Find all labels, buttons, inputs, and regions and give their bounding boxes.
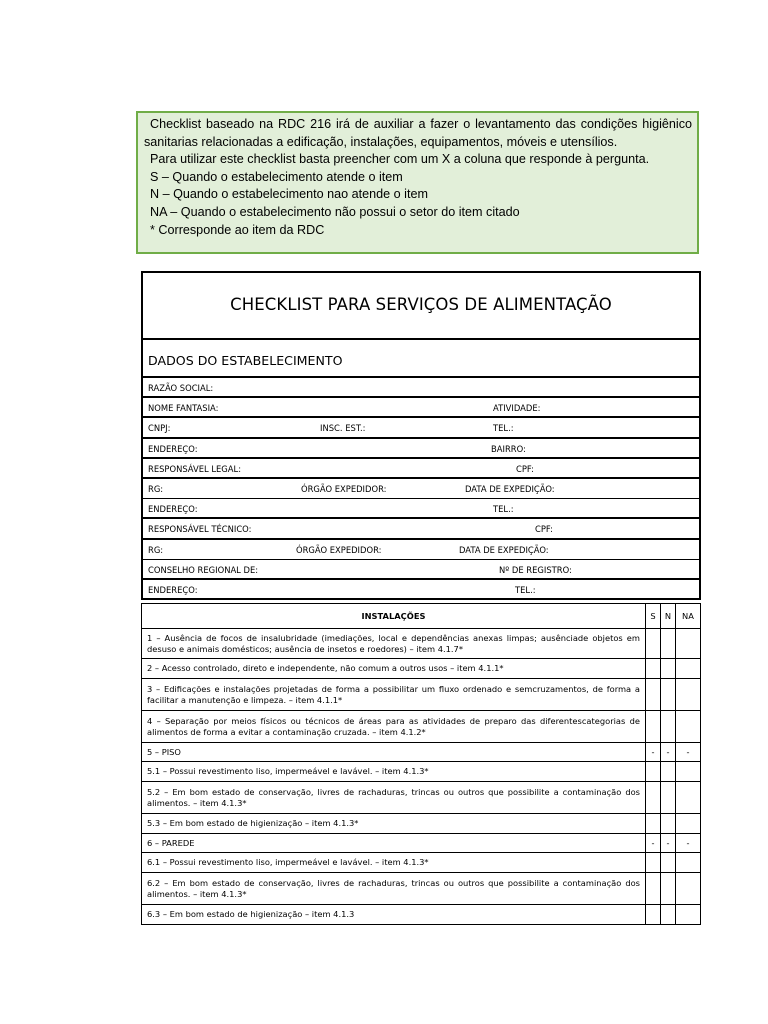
checkbox-n-cell[interactable]: - [661,743,676,762]
rg-tecnico-row[interactable] [143,540,699,560]
checkbox-n-cell[interactable] [661,905,676,925]
checklist-question: 5.3 – Em bom estado de higienização – item 4.1.3* [142,814,646,834]
checkbox-na-cell[interactable] [676,873,701,905]
responsavel-tecnico-row[interactable] [143,519,699,539]
checkbox-n-cell[interactable] [661,679,676,711]
checklist-question: 5 – PISO [142,743,646,762]
tel-label: TEL.: [493,423,514,434]
atividade-label: ATIVIDADE: [493,403,541,414]
checkbox-na-cell[interactable] [676,711,701,743]
endereco-row[interactable] [143,439,699,459]
checkbox-na-cell[interactable]: - [676,743,701,762]
razao-social-row[interactable] [143,378,699,398]
table-row [142,782,701,814]
orgao-expedidor-label: ÓRGÃO EXPEDIDOR: [301,483,387,494]
table-row [142,762,701,782]
checkbox-s-cell[interactable] [646,905,661,925]
checkbox-n-cell[interactable] [661,629,676,659]
cnpj-row[interactable] [143,418,699,438]
establishment-data-form [141,271,701,600]
razao-social-label: RAZÃO SOCIAL: [148,383,214,393]
checkbox-na-cell[interactable] [676,814,701,834]
checkbox-na-cell[interactable] [676,853,701,873]
nome-fantasia-row[interactable] [143,398,699,418]
checkbox-s-cell[interactable] [646,782,661,814]
checklist-question: 6.3 – Em bom estado de higienização – item 4.1.3 [142,905,646,925]
checkbox-s-cell[interactable] [646,853,661,873]
checkbox-s-cell[interactable] [646,629,661,659]
checkbox-n-cell[interactable] [661,762,676,782]
checklist-question: 6 – PAREDE [142,834,646,853]
checkbox-s-cell[interactable]: - [646,743,661,762]
endereco-label: ENDEREÇO: [148,504,198,515]
legend-s: S – Quando o estabelecimento atende o item [150,169,403,184]
checkbox-n-cell[interactable] [661,711,676,743]
table-row [142,905,701,925]
checkbox-s-cell[interactable] [646,659,661,679]
responsavel-tecnico-label: RESPONSÁVEL TÉCNICO: [148,524,252,535]
checkbox-n-cell[interactable] [661,853,676,873]
intro-paragraph: Checklist baseado na RDC 216 irá de auxiliar a fazer o levantamento das condições higiênico sanitarias relacionadas a edificação, instalações, equipamentos, móveis e utensílios. [144,117,692,149]
table-row [142,743,701,762]
nome-fantasia-label: NOME FANTASIA: [148,403,219,414]
endereco-label: ENDEREÇO: [148,584,198,595]
checklist-question: 6.1 – Possui revestimento liso, impermeável e lavável. – item 4.1.3* [142,853,646,873]
checklist-question: 5.2 – Em bom estado de conservação, livres de rachaduras, trincas ou outros que possibilite a contaminação dos alimentos. – item 4.1.3* [142,782,646,814]
table-header-row [142,604,701,629]
responsavel-legal-row[interactable] [143,459,699,479]
endereco-legal-row[interactable] [143,499,699,519]
checklist-question: 4 – Separação por meios físicos ou técnicos de áreas para as atividades de preparo das diferentescategorias de alimentos de forma a evitar a contaminação cruzada. – item 4.1.2* [142,711,646,743]
cpf-label: CPF: [535,524,553,535]
checklist-question: 5.1 – Possui revestimento liso, impermeável e lavável. – item 4.1.3* [142,762,646,782]
table-row [142,834,701,853]
table-row [142,853,701,873]
responsavel-legal-label: RESPONSÁVEL LEGAL: [148,463,242,474]
checkbox-na-cell[interactable] [676,905,701,925]
checkbox-n-cell[interactable] [661,782,676,814]
checkbox-s-cell[interactable] [646,762,661,782]
checkbox-n-cell[interactable] [661,873,676,905]
legend-asterisk: * Corresponde ao item da RDC [150,222,325,237]
data-expedicao-label: DATA DE EXPEDIÇÃO: [459,544,549,555]
orgao-expedidor-label: ÓRGÃO EXPEDIDOR: [296,544,382,555]
checkbox-na-cell[interactable]: - [676,834,701,853]
conselho-regional-label: CONSELHO REGIONAL DE: [148,564,259,575]
checklist-question: 1 – Ausência de focos de insalubridade (imediações, local e dependências anexas limpas; ausênciade objetos em desuso e animais domésticos; ausência de insetos e roedores) – item 4.1.7* [142,629,646,659]
instalacoes-table [141,603,701,925]
column-n-header: N [661,604,676,629]
document-title: CHECKLIST PARA SERVIÇOS DE ALIMENTAÇÃO [143,273,699,340]
checkbox-n-cell[interactable]: - [661,834,676,853]
checkbox-s-cell[interactable] [646,814,661,834]
instructions-box [136,111,699,254]
table-row [142,679,701,711]
checkbox-s-cell[interactable] [646,873,661,905]
rg-label: RG: [148,544,164,555]
checkbox-na-cell[interactable] [676,679,701,711]
checklist-question: 6.2 – Em bom estado de conservação, livres de rachaduras, trincas ou outros que possibilite a contaminação dos alimentos. – item 4.1.3* [142,873,646,905]
column-s-header: S [646,604,661,629]
checkbox-s-cell[interactable]: - [646,834,661,853]
checkbox-na-cell[interactable] [676,782,701,814]
section-heading: DADOS DO ESTABELECIMENTO [143,340,699,378]
checkbox-na-cell[interactable] [676,762,701,782]
table-row [142,659,701,679]
tel-label: TEL.: [493,504,514,515]
legend-na: NA – Quando o estabelecimento não possui o setor do item citado [150,204,520,219]
endereco-tecnico-row[interactable] [143,580,699,600]
cpf-label: CPF: [516,463,534,474]
column-na-header: NA [676,604,701,629]
rg-row[interactable] [143,479,699,499]
checkbox-n-cell[interactable] [661,814,676,834]
instalacoes-header: INSTALAÇÕES [142,604,646,629]
usage-instruction: Para utilizar este checklist basta preencher com um X a coluna que responde à pergunta. [150,152,650,167]
table-row [142,629,701,659]
registro-label: Nº DE REGISTRO: [499,564,572,575]
rg-label: RG: [148,483,164,494]
checkbox-na-cell[interactable] [676,659,701,679]
table-row [142,873,701,905]
conselho-regional-row[interactable] [143,560,699,580]
bairro-label: BAIRRO: [491,443,526,454]
insc-est-label: INSC. EST.: [320,423,366,434]
table-row [142,711,701,743]
checklist-question: 2 – Acesso controlado, direto e independente, não comum a outros usos – item 4.1.1* [142,659,646,679]
cnpj-label: CNPJ: [148,423,171,434]
table-row [142,814,701,834]
endereco-label: ENDEREÇO: [148,443,198,454]
tel-label: TEL.: [515,584,536,595]
data-expedicao-label: DATA DE EXPEDIÇÃO: [465,483,555,494]
checkbox-n-cell[interactable] [661,659,676,679]
checkbox-s-cell[interactable] [646,679,661,711]
checklist-question: 3 – Edificações e instalações projetadas de forma a possibilitar um fluxo ordenado e semcruzamentos, de forma a facilitar a manutenção e limpeza. – item 4.1.1* [142,679,646,711]
checkbox-s-cell[interactable] [646,711,661,743]
legend-n: N – Quando o estabelecimento nao atende o item [150,187,428,202]
checkbox-na-cell[interactable] [676,629,701,659]
